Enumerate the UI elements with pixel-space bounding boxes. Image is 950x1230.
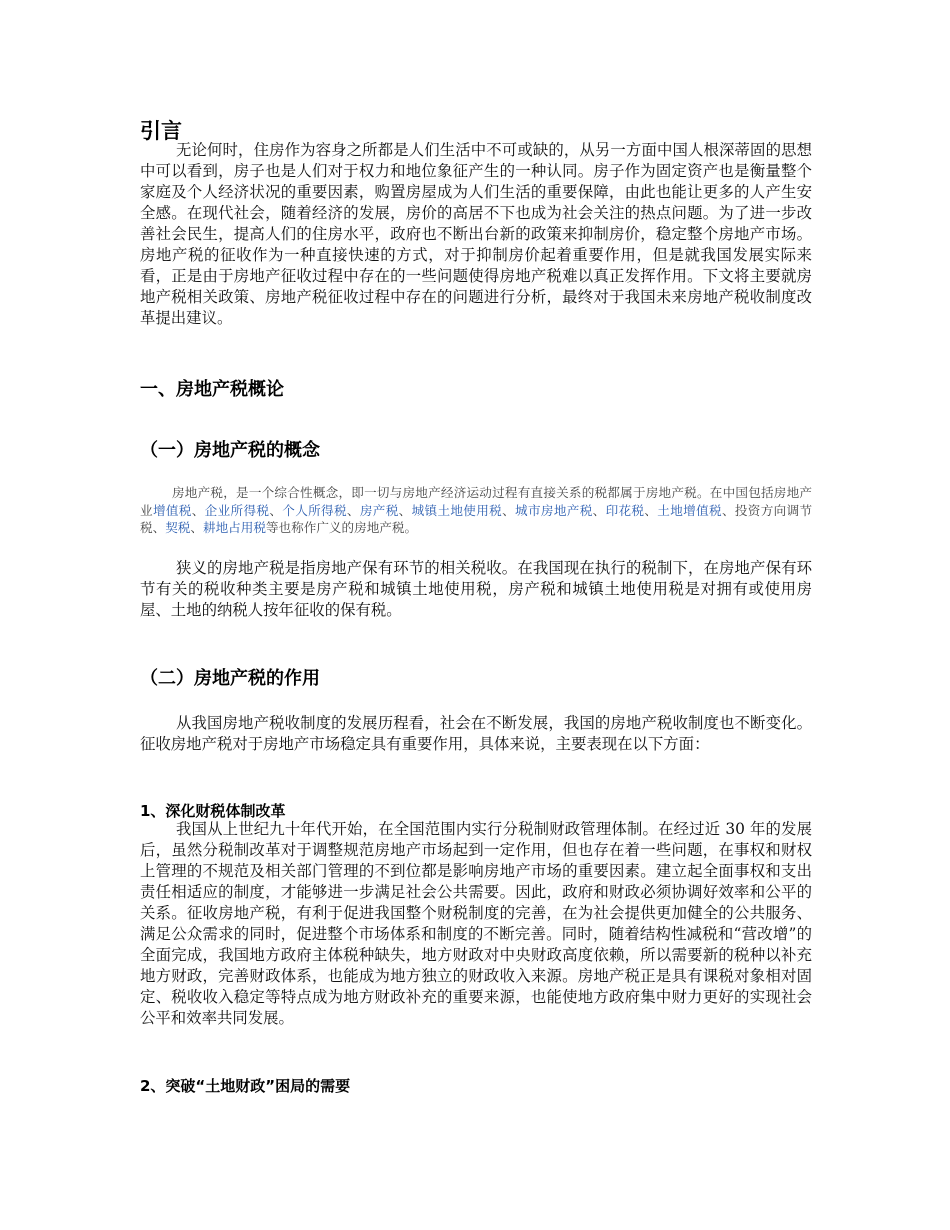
intro-paragraph: 无论何时，住房作为容身之所都是人们生活中不可或缺的，从另一方面中国人根深蒂固的思想中可以看到，房子也是人们对于权力和地位象征产生的一种认同。房子作为固定资产也是衡量整个家庭及个人经济状况的重要因素，购置房屋成为人们生活的重要保障，由此也能让更多的人产生安全感。在现代社会，随着经济的发展，房价的高居不下也成为社会关注的热点问题。为了进一步改善社会民生，提高人们的住房水平，政府也不断出台新的政策来抑制房价，稳定整个房地产市场。房地产税的征收作为一种直接快速的方式，对于抑制房价起着重要作用，但是就我国发展实际来看，正是由于房地产征收过程中存在的一些问题使得房地产税难以真正发挥作用。下文将主要就房地产税相关政策、房地产税征收过程中存在的问题进行分析，最终对于我国未来房地产税收制度改革提出建议。 bbox=[140, 141, 812, 327]
subsection-heading-role: （二）房地产税的作用 bbox=[140, 668, 320, 689]
link-deed-tax[interactable]: 契税 bbox=[165, 520, 191, 535]
separator: 、 bbox=[398, 502, 412, 518]
section-heading-overview: 一、房地产税概论 bbox=[140, 379, 284, 400]
link-personal-income-tax[interactable]: 个人所得税 bbox=[282, 502, 347, 518]
link-property-tax[interactable]: 房产税 bbox=[359, 502, 399, 518]
narrow-definition-paragraph: 狭义的房地产税是指房地产保有环节的相关税收。在我国现在执行的税制下，在房地产保有环节有关的税收种类主要是房产税和城镇土地使用税，房产税和城镇土地使用税是对拥有或使用房屋、土地的纳税人按年征收的保有税。 bbox=[140, 559, 812, 619]
separator: 、 bbox=[269, 502, 283, 518]
separator: 、 bbox=[502, 502, 516, 518]
subsection-heading-concept: （一）房地产税的概念 bbox=[140, 440, 320, 461]
fiscal-reform-paragraph: 我国从上世纪九十年代开始，在全国范围内实行分税制财政管理体制。在经过近 30 年的发展后，虽然分税制改革对于调整规范房地产市场起到一定作用，但也存在着一些问题，在事权和财权上管理的不规范及相关部门管理的不到位都是影响房地产市场的重要因素。建立起全面事权和支出责任相适应的制度，才能够进一步满足社会公共需要。因此，政府和财政必须协调好效率和公平的关系。征收房地产税，有利于促进我国整个财税制度的完善，在为社会提供更加健全的公共服务、满足公众需求的同时，促进整个市场体系和制度的不断完善。同时，随着结构性减税和“营改增”的全面完成，我国地方政府主体税种缺失，地方财政对中央财政高度依赖，所以需要新的税种以补充地方财政，完善财政体系，也能成为地方独立的财政收入来源。房地产税正是具有课税对象相对固定、税收收入稳定等特点成为地方财政补充的重要来源，也能使地方政府集中财力更好的实现社会公平和效率共同发展。 bbox=[140, 820, 812, 1027]
role-intro-paragraph: 从我国房地产税收制度的发展历程看，社会在不断发展，我国的房地产税收制度也不断变化。征收房地产税对于房地产市场稳定具有重要作用，具体来说，主要表现在以下方面： bbox=[140, 714, 812, 753]
separator: 、 bbox=[191, 502, 205, 518]
link-vat[interactable]: 增值税 bbox=[152, 502, 192, 518]
item-heading-fiscal-reform: 1、深化财税体制改革 bbox=[140, 802, 286, 820]
link-farmland-occupation-tax[interactable]: 耕地占用税 bbox=[202, 520, 266, 535]
definition-text: 房地产税，是一个综合性概念，即一切与房地产经济运动过程有直接关系的税都属于房地产税。在中国包括房地产业 bbox=[140, 485, 812, 518]
definition-text-end: 等也称作广义的房地产税。 bbox=[265, 520, 418, 535]
link-stamp-tax[interactable]: 印花税 bbox=[605, 502, 645, 518]
link-land-value-added-tax[interactable]: 土地增值税 bbox=[657, 502, 722, 518]
separator: 、投资方向调节税、 bbox=[140, 502, 813, 535]
separator: 、 bbox=[592, 502, 606, 518]
separator: 、 bbox=[346, 502, 360, 518]
definition-paragraph bbox=[140, 484, 812, 537]
link-enterprise-income-tax[interactable]: 企业所得税 bbox=[204, 502, 270, 518]
separator: 、 bbox=[190, 520, 203, 535]
link-urban-land-use-tax[interactable]: 城镇土地使用税 bbox=[411, 502, 503, 518]
link-urban-real-estate-tax[interactable]: 城市房地产税 bbox=[515, 502, 593, 518]
separator: 、 bbox=[644, 502, 658, 518]
intro-heading: 引言 bbox=[140, 119, 182, 143]
item-heading-land-finance: 2、突破“土地财政”困局的需要 bbox=[140, 1077, 351, 1095]
